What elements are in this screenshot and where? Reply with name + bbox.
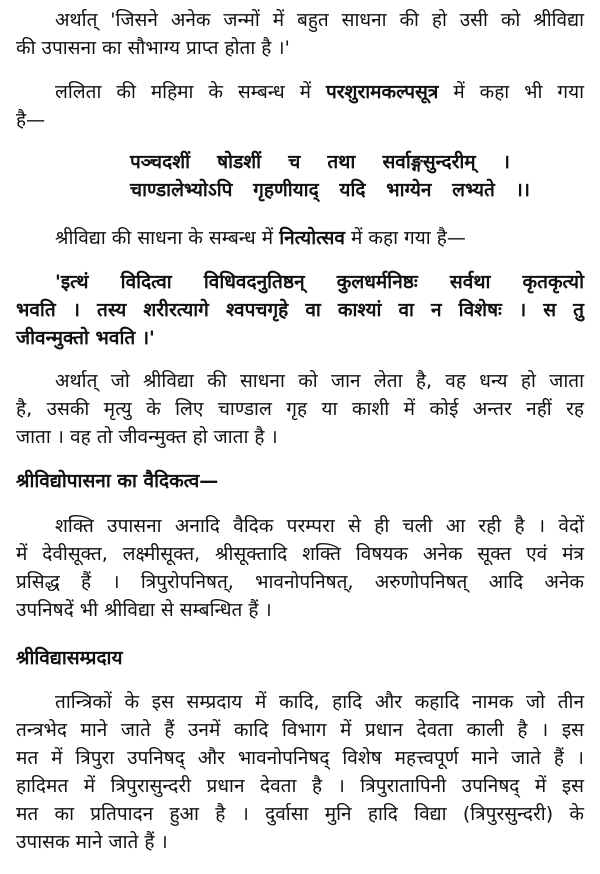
paragraph-6-line-6: उपासक माने जाते हैं । bbox=[16, 831, 168, 853]
paragraph-5-line-3: प्रसिद्ध हैं । त्रिपुरोपनिषत्, भावनोपनिषत्, अरुणोपनिषत् आदि अनेक bbox=[16, 571, 584, 593]
paragraph-4-line-1: अर्थात् जो श्रीविद्या की साधना को जान लेता है, वह धन्य हो जाता bbox=[55, 370, 584, 392]
paragraph-4-line-3: जाता । वह तो जीवन्मुक्त हो जाता है । bbox=[16, 426, 278, 448]
paragraph-6-line-3: मत में त्रिपुरा उपनिषद् और भावनोपनिषद् विशेष महत्त्वपूर्ण माने जाते हैं । bbox=[16, 747, 584, 769]
paragraph-2-text-after: में कहा भी गया bbox=[453, 81, 585, 103]
section-heading-sampradaya: श्रीविद्यासम्प्रदाय bbox=[16, 647, 123, 669]
paragraph-5-line-4: उपनिषदें भी श्रीविद्या से सम्बन्धित हैं । bbox=[16, 599, 272, 621]
paragraph-6-line-1: तान्त्रिकों के इस सम्प्रदाय में कादि, हादि और कहादि नामक जो तीन bbox=[55, 691, 584, 713]
paragraph-3-text: श्रीविद्या की साधना के सम्बन्ध में bbox=[55, 227, 274, 249]
paragraph-1-line-2: की उपासना का सौभाग्य प्राप्त होता है ।' bbox=[16, 37, 290, 59]
paragraph-2-line-1 bbox=[55, 78, 584, 106]
quote-line-2: भवति । तस्य शरीरत्यागे श्वपचगृहे वा काश्यां वा न विशेषः । स तु bbox=[16, 299, 584, 321]
paragraph-6-line-4: हादिमत में त्रिपुरासुन्दरी प्रधान देवता है । त्रिपुरातापिनी उपनिषद् में इस bbox=[16, 775, 584, 797]
paragraph-6-line-2: तन्त्रभेद माने जाते हैं उनमें कादि विभाग में प्रधान देवता काली है । इस bbox=[16, 719, 584, 741]
quote-line-1: 'इत्थं विदित्वा विधिवदनुतिष्ठन् कुलधर्मनिष्ठः सर्वथा कृतकृत्यो bbox=[55, 271, 584, 293]
paragraph-4-line-2: है, उसकी मृत्यु के लिए चाण्डाल गृह या काशी में कोई अन्तर नहीं रह bbox=[16, 398, 584, 420]
paragraph-6-line-5: मत का प्रतिपादन हुआ है । दुर्वासा मुनि हादि विद्या (त्रिपुरसुन्दरी) के bbox=[16, 803, 584, 825]
verse-line-1: पञ्चदशीं षोडशीं च तथा सर्वाङ्गसुन्दरीम् । bbox=[130, 151, 510, 173]
paragraph-2-text: ललिता की महिमा के सम्बन्ध में bbox=[55, 81, 312, 103]
paragraph-2-line-2: है— bbox=[16, 109, 46, 131]
paragraph-1-line-1: अर्थात् 'जिसने अनेक जन्मों में बहुत साधना की हो उसी को श्रीविद्या bbox=[55, 9, 584, 31]
text-nityotsava: नित्योत्सव bbox=[279, 227, 345, 249]
quote-line-3: जीवन्मुक्तो भवति ।' bbox=[16, 327, 155, 349]
paragraph-5-line-2: में देवीसूक्त, लक्ष्मीसूक्त, श्रीसूक्तादि शक्ति विषयक अनेक सूक्त एवं मंत्र bbox=[16, 543, 584, 565]
verse-line-2: चाण्डालेभ्योऽपि गृहणीयाद् यदि भाग्येन लभ्यते ।। bbox=[130, 179, 530, 201]
paragraph-3-text-after: में कहा गया है— bbox=[351, 227, 466, 249]
text-parashuramakalpasutra: परशुरामकल्पसूत्र bbox=[325, 81, 439, 103]
section-heading-vaidikatva: श्रीविद्योपासना का वैदिकत्व— bbox=[16, 470, 219, 492]
paragraph-5-line-1: शक्ति उपासना अनादि वैदिक परम्परा से ही चली आ रही है । वेदों bbox=[55, 515, 584, 537]
paragraph-3 bbox=[55, 224, 584, 252]
